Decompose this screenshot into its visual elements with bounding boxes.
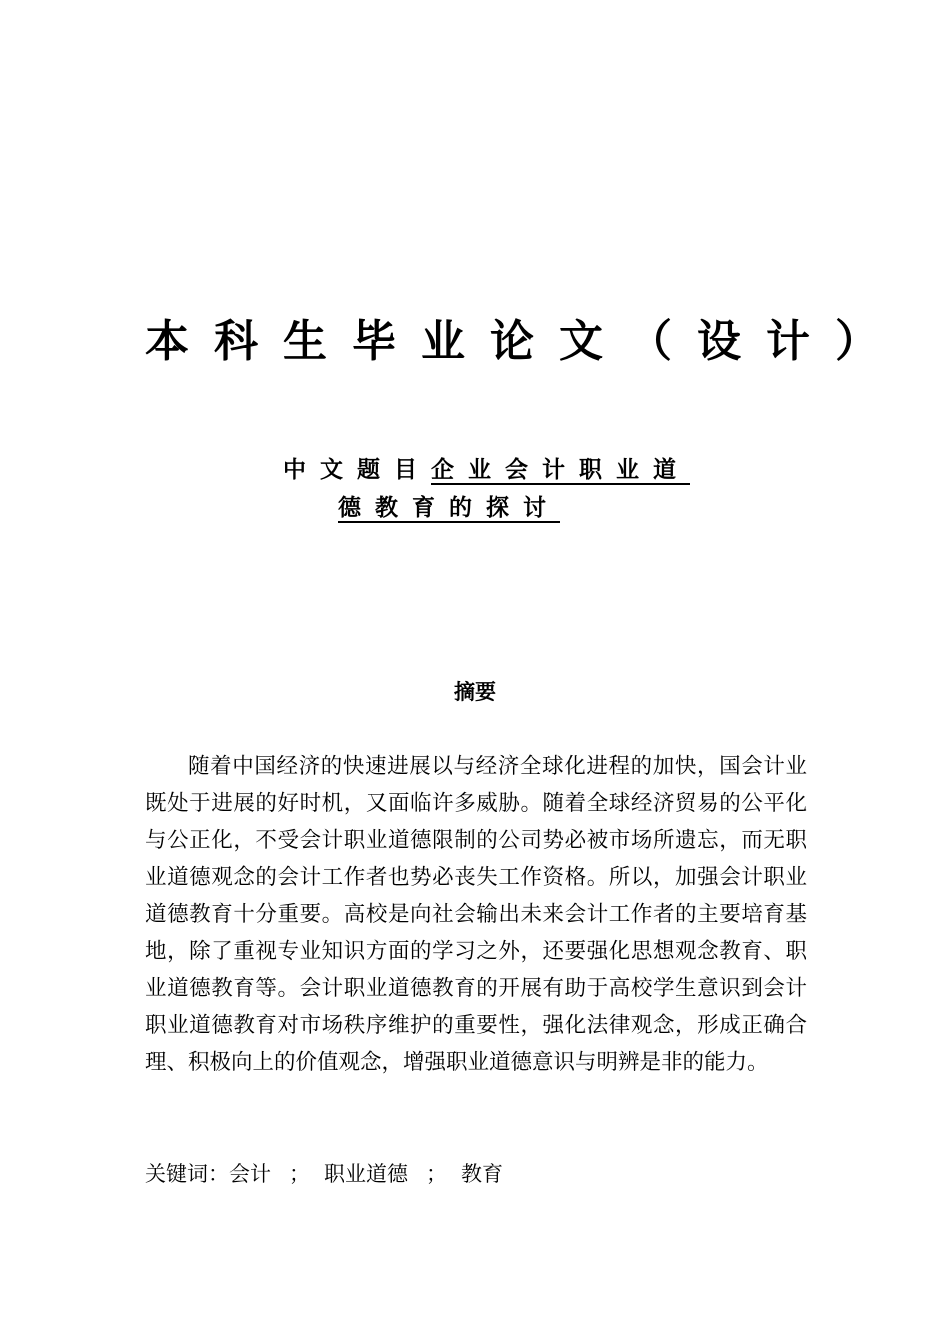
keyword-separator: ； xyxy=(426,1162,447,1186)
keyword-separator: ； xyxy=(289,1162,310,1186)
keyword-item: 职业道德 xyxy=(324,1162,408,1186)
thesis-main-title: 本科生毕业论文（设计） xyxy=(145,316,904,367)
chinese-title-line-2 xyxy=(283,489,803,527)
keywords-line xyxy=(145,1156,807,1192)
chinese-title-text-part-1: 企业会计职业道 xyxy=(431,457,690,483)
keyword-item: 教育 xyxy=(461,1162,503,1186)
abstract-heading: 摘要 xyxy=(454,680,496,704)
keyword-item: 会计 xyxy=(229,1162,271,1186)
chinese-title-block xyxy=(283,451,803,527)
abstract-body: 随着中国经济的快速进展以与经济全球化进程的加快，国会计业既处于进展的好时机，又面临许多威胁。随着全球经济贸易的公平化与公正化，不受会计职业道德限制的公司势必被市场所遗忘，而无职业道德观念的会计工作者也势必丧失工作资格。所以，加强会计职业道德教育十分重要。高校是向社会输出未来会计工作者的主要培育基地，除了重视专业知识方面的学习之外，还要强化思想观念教育、职业道德教育等。会计职业道德教育的开展有助于高校学生意识到会计职业道德教育对市场秩序维护的重要性，强化法律观念，形成正确合理、积极向上的价值观念，增强职业道德意识与明辨是非的能力。 xyxy=(145,754,807,1075)
chinese-title-text-part-2: 德教育的探讨 xyxy=(338,495,560,521)
keywords-label: 关键词： xyxy=(145,1162,229,1186)
chinese-title-line-1 xyxy=(283,451,803,489)
chinese-title-label: 中文题目 xyxy=(283,457,431,483)
